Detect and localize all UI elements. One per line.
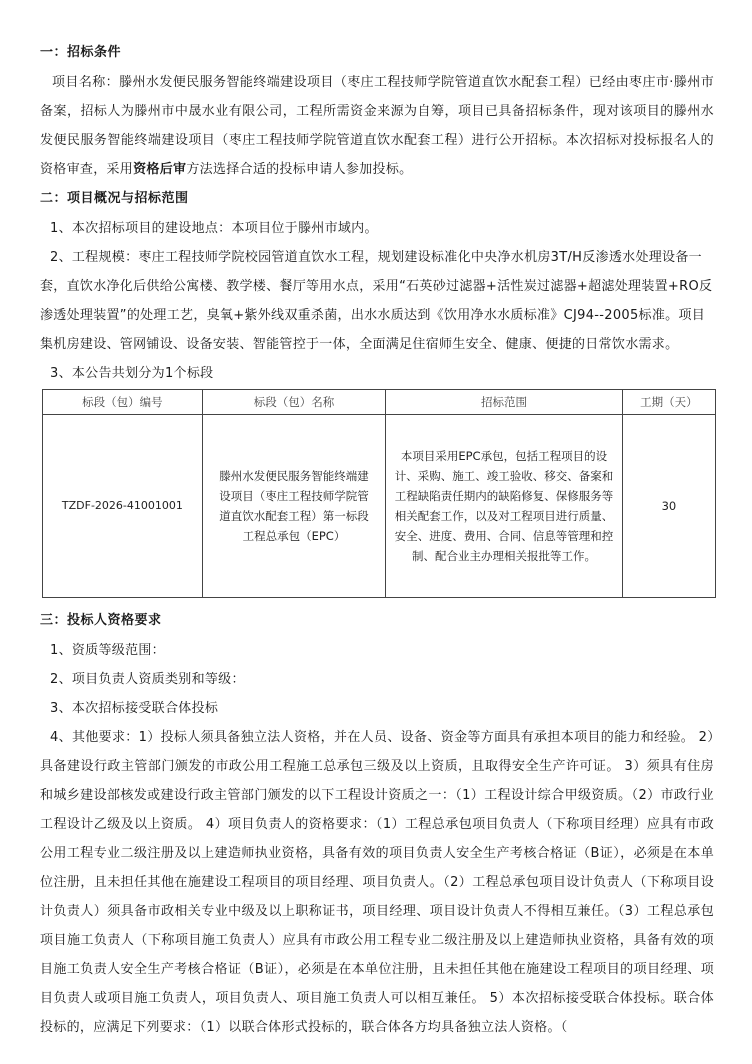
section-heading-qualifications: 三：投标人资格要求 (40, 613, 162, 628)
section-heading-conditions: 一：招标条件 (40, 45, 122, 60)
qualification-item-manager: 2、项目负责人资质类别和等级： (50, 672, 245, 687)
lot-code-cell: TZDF-2026-41001001 (43, 415, 203, 598)
lot-scope-cell: 本项目采用EPC承包，包括工程项目的设计、采购、施工、竣工验收、移交、备案和工程缺陷责任期内的缺陷修复、保修服务等相关配套工作，以及对工程项目进行质量、安全、进度、费用、合同、信息等管理和控制、配合业主办理相关报批等工作。 (386, 415, 623, 598)
qualification-item-grade: 1、资质等级范围： (50, 643, 165, 658)
lot-table-header-scope: 招标范围 (386, 390, 623, 415)
conditions-text-bold: 资格后审 (133, 162, 187, 177)
lot-table-header-code: 标段（包）编号 (43, 390, 203, 415)
overview-item-scale: 2、工程规模：枣庄工程技师学院校园管道直饮水工程，规划建设标准化中央净水机房3T/H反渗透水处理设备一套，直饮水净化后供给公寓楼、教学楼、餐厅等用水点，采用“石英砂过滤器+活性炭过滤器+超滤处理装置+RO反渗透处理装置”的处理工艺，臭氧+紫外线双重杀菌，出水水质达到《饮用净水水质标准》CJ94--2005标准。项目集机房建设、管网铺设、设备安装、智能管控于一体，全面满足住宿师生安全、健康、便捷的日常饮水需求。 (40, 250, 713, 352)
qualification-item-joint: 3、本次招标接受联合体投标 (50, 701, 219, 716)
qualification-item-other: 4、其他要求：1）投标人须具备独立法人资格，并在人员、设备、资金等方面具有承担本项目的能力和经验。 2）具备建设行政主管部门颁发的市政公用工程施工总承包三级及以上资质，且取得安全生产许可证。 3）须具有住房和城乡建设部核发或建设行政主管部门颁发的以下工程设计资质之一：（1）工程设计综合甲级资质。（2）市政行业工程设计乙级及以上资质。 4）项目负责人的资格要求：（1）工程总承包项目负责人（下称项目经理）应具有市政公用工程专业二级注册及以上建造师执业资格，具备有效的项目负责人安全生产考核合格证（B证），必须是在本单位注册，且未担任其他在施建设工程项目的项目经理、项目负责人。（2）工程总承包项目设计负责人（下称项目设计负责人）须具备市政相关专业中级及以上职称证书，项目经理、项目设计负责人不得相互兼任。（3）工程总承包项目施工负责人（下称项目施工负责人）应具有市政公用工程专业二级注册及以上建造师执业资格，具备有效的项目施工负责人安全生产考核合格证（B证），必须是在本单位注册，且未担任其他在施建设工程项目的项目经理、项目负责人或项目施工负责人，项目负责人、项目施工负责人可以相互兼任。 5）本次招标接受联合体投标。联合体投标的，应满足下列要求：（1）以联合体形式投标的，联合体各方均具备独立法人资格。（ (40, 730, 714, 1035)
paragraph-conditions (40, 68, 714, 184)
overview-item-lots: 3、本公告共划分为1个标段 (50, 366, 214, 381)
lot-name-cell: 滕州水发便民服务智能终端建设项目（枣庄工程技师学院管道直饮水配套工程）第一标段工程总承包（EPC） (202, 415, 385, 598)
lot-days-cell: 30 (622, 415, 715, 598)
overview-item-location: 1、本次招标项目的建设地点：本项目位于滕州市域内。 (50, 221, 378, 236)
lot-table (42, 389, 716, 598)
lot-table-header-name: 标段（包）名称 (202, 390, 385, 415)
section-heading-overview: 二：项目概况与招标范围 (40, 191, 189, 206)
lot-table-header-row (43, 390, 716, 415)
table-row (43, 415, 716, 598)
conditions-text-a: 项目名称：滕州水发便民服务智能终端建设项目（枣庄工程技师学院管道直饮水配套工程）已经由枣庄市·滕州市备案，招标人为滕州市中晟水业有限公司，工程所需资金来源为自筹，项目已具备招标条件，现对该项目的滕州水发便民服务智能终端建设项目（枣庄工程技师学院管道直饮水配套工程）进行公开招标。本次招标对投标报名人的资格审查，采用 (40, 75, 714, 177)
conditions-text-b: 方法选择合适的投标申请人参加投标。 (186, 162, 413, 177)
lot-table-header-days: 工期（天） (622, 390, 715, 415)
